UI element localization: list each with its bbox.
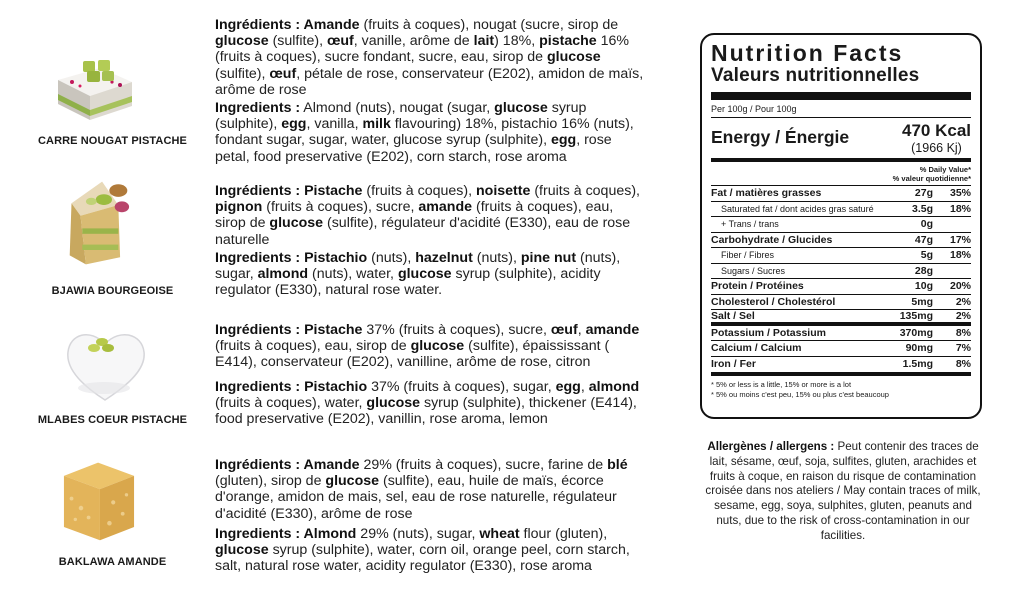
nutrient-pct: 17% xyxy=(949,233,971,246)
ingredients-en xyxy=(215,100,645,165)
nutrient-amount: 1.5mg xyxy=(902,358,933,371)
energy-kj: (1966 Kj) xyxy=(911,141,962,155)
nutrient-row xyxy=(711,357,971,373)
nutrient-label: Calcium / Calcium xyxy=(711,342,802,355)
footnote-fr: * 5% ou moins c'est peu, 15% ou plus c'est beaucoup xyxy=(711,389,889,399)
ingredients-en xyxy=(215,526,645,575)
allergen-emphasis: Ingrédients : Amande xyxy=(215,457,360,473)
ingredient-text: (fruits à coques), xyxy=(362,183,476,199)
product-name: CARRE NOUGAT PISTACHE xyxy=(38,135,187,147)
allergen-emphasis: lait xyxy=(473,33,495,50)
ingredient-text: 29% (fruits à coques), sucre, farine de xyxy=(359,457,608,473)
nutrition-title-fr: Valeurs nutritionnelles xyxy=(711,65,920,86)
nutrient-label: Fat / matières grasses xyxy=(711,187,822,200)
nutrient-row xyxy=(711,186,971,202)
ingredient-text: (fruits à coques), sucre, xyxy=(262,199,419,216)
allergen-emphasis: glucose xyxy=(366,394,421,411)
allergen-emphasis: egg xyxy=(555,378,581,395)
ingredients-block xyxy=(215,183,645,300)
nutrient-row xyxy=(711,279,971,295)
allergen-emphasis: almond xyxy=(257,266,309,283)
allergen-emphasis: glucose xyxy=(397,266,452,283)
nutrient-label: Potassium / Potassium xyxy=(711,326,826,339)
ingredients-en xyxy=(215,250,645,299)
allergen-emphasis: Ingredients : Pistachio xyxy=(215,249,368,266)
nutrient-row xyxy=(711,202,971,218)
allergen-emphasis: glucose xyxy=(410,338,465,355)
nutrient-amount: 5g xyxy=(920,249,933,262)
nutrient-row xyxy=(711,295,971,311)
ingredient-text: (nuts), xyxy=(367,249,416,266)
allergen-emphasis: glucose xyxy=(325,473,380,490)
allergens-label: Allergènes / allergens : xyxy=(707,440,835,453)
ingredients-en xyxy=(215,379,645,428)
ingredient-text: ) 18%, xyxy=(494,33,540,50)
ingredient-text: 37% (fruits à coques), sugar, xyxy=(367,378,556,395)
nutrient-label: Saturated fat / dont acides gras saturé xyxy=(721,203,874,214)
ingredient-text: (sulfite), xyxy=(215,65,270,82)
ingredient-text: (gluten), sirop de xyxy=(215,473,326,490)
mlabes-image xyxy=(60,318,150,408)
allergen-emphasis: Ingredients : xyxy=(215,100,301,117)
nutrient-pct: 7% xyxy=(955,342,971,355)
ingredient-text: flour (gluten), xyxy=(519,525,608,542)
nutrient-label: Salt / Sel xyxy=(711,309,755,322)
nutrient-pct: 18% xyxy=(949,202,971,215)
ingredient-text: 16% (fruits à coques), sucre fondant, sucre, eau, sirop de xyxy=(215,33,629,66)
ingredient-text: syrup (sulphite), acidity regulator (E330), natural rose water. xyxy=(215,266,601,299)
nutrient-label: Iron / Fer xyxy=(711,358,756,371)
nutrient-amount: 27g xyxy=(914,187,933,200)
ingredient-text: (sulfite), épaississant ( E414), conservateur (E202), vanilline, arôme de rose, citron xyxy=(215,338,610,371)
ingredient-text: (fruits à coques), eau, sirop de xyxy=(215,199,614,232)
nutrient-amount: 47g xyxy=(914,233,933,246)
ingredient-text: syrup (sulphite), xyxy=(215,100,587,133)
allergen-emphasis: glucose xyxy=(494,100,548,117)
daily-value-en: % Daily Value* xyxy=(919,165,971,174)
allergen-emphasis: glucose xyxy=(215,542,269,559)
footnote xyxy=(711,376,971,399)
nutrient-row xyxy=(711,233,971,249)
ingredients-block xyxy=(215,322,645,429)
ingredients-fr xyxy=(215,322,645,371)
ingredient-text: (nuts), water, xyxy=(308,266,398,283)
ingredient-text: 29% (nuts), sugar, xyxy=(356,525,480,542)
nutrient-label: Sugars / Sucres xyxy=(721,265,786,276)
ingredient-text: , pétale de rose, conservateur (E202), amidon de maïs, arôme de rose xyxy=(215,65,644,98)
allergen-emphasis: pistache xyxy=(539,33,597,50)
nutrient-label: Carbohydrate / Glucides xyxy=(711,233,833,246)
nutrient-row xyxy=(711,217,971,233)
serving-size: Per 100g / Pour 100g xyxy=(711,104,797,114)
ingredient-text: , vanille, arôme de xyxy=(353,33,474,50)
nutrient-amount: 28g xyxy=(914,264,933,277)
ingredient-text: (nuts), sugar, xyxy=(215,249,621,283)
carre-nougat-image xyxy=(50,38,140,128)
energy-kcal: 470 Kcal xyxy=(902,121,971,140)
nutrient-amount: 370mg xyxy=(899,326,933,339)
ingredient-text: 37% (fruits à coques), sucre, xyxy=(362,322,551,338)
allergens-text-en: May contain traces of milk, sesame, egg, soya, sulphites, gluten, peanuts and nuts, due to the risk of cross-contamination in our facilities. xyxy=(714,484,981,542)
allergens-text-fr: Peut contenir des traces de lait, sésame, œuf, soja, sulfites, gluten, arachides et fruits à coque, en raison du risque de contamination croisée dans nos ateliers / xyxy=(705,440,979,498)
ingredient-text: (sulfite), eau, huile de maïs, écorce d'orange, amidon de mais, sel, eau de rose naturelle, régulateur d'acidité (E330), arôme de rose xyxy=(215,473,617,522)
nutrient-pct: 2% xyxy=(955,309,971,322)
nutrient-amount: 5mg xyxy=(911,295,933,308)
ingredient-text: (fruits à coques), eau, sirop de xyxy=(215,338,411,355)
divider xyxy=(711,92,971,100)
daily-value-fr: % valeur quotidienne* xyxy=(892,174,971,183)
ingredient-text: , rose petal, food preservative (E202), corn starch, rose aroma xyxy=(215,132,612,165)
allergen-emphasis: amande xyxy=(585,322,640,338)
allergen-emphasis: Ingrédients : Pistache xyxy=(215,183,363,199)
allergen-emphasis: Ingredients : Almond xyxy=(215,525,357,542)
nutrient-label: Cholesterol / Cholestérol xyxy=(711,295,836,308)
baklawa-image xyxy=(54,455,144,545)
nutrient-row xyxy=(711,341,971,357)
nutrient-label: Protein / Protéines xyxy=(711,280,804,293)
nutrient-pct: 8% xyxy=(955,358,971,371)
footnote-en: * 5% or less is a little, 15% or more is a lot xyxy=(711,380,852,389)
allergen-emphasis: pignon xyxy=(215,199,263,216)
allergens-statement xyxy=(703,440,983,544)
nutrition-facts-panel xyxy=(700,33,982,419)
bjawia-image xyxy=(58,178,148,268)
ingredient-text: (fruits à coques), water, xyxy=(215,394,367,411)
allergen-emphasis: almond xyxy=(588,378,640,395)
energy-label: Energy / Énergie xyxy=(711,127,850,147)
nutrient-row xyxy=(711,248,971,264)
allergen-emphasis: amande xyxy=(418,199,473,216)
nutrient-row xyxy=(711,264,971,280)
allergen-emphasis: noisette xyxy=(475,183,531,199)
ingredients-fr xyxy=(215,457,645,522)
ingredient-text: (fruits à coques), xyxy=(530,183,640,199)
nutrient-amount: 135mg xyxy=(899,309,933,322)
nutrient-pct: 2% xyxy=(955,295,971,308)
ingredients-block xyxy=(215,457,645,576)
allergen-emphasis: glucose xyxy=(269,215,324,232)
allergen-emphasis: pine nut xyxy=(520,249,577,266)
allergen-emphasis: egg xyxy=(550,132,577,149)
nutrient-amount: 10g xyxy=(914,280,933,293)
allergen-emphasis: glucose xyxy=(547,49,601,66)
allergen-emphasis: Ingrédients : Pistache xyxy=(215,322,363,338)
allergen-emphasis: glucose xyxy=(215,33,269,50)
ingredient-text: (sulfite), xyxy=(268,33,327,50)
ingredient-text: Almond (nuts), nougat (sugar, xyxy=(300,100,495,117)
ingredient-text: flavouring) 18%, pistachio 16% (nuts), fondant sugar, sugar, water, glucose syrup (sulphite), xyxy=(215,116,634,149)
energy-row xyxy=(711,118,971,158)
allergen-emphasis: wheat xyxy=(479,525,520,542)
product-name: BJAWIA BOURGEOISE xyxy=(51,285,174,297)
ingredient-text: (fruits à coques), nougat (sucre, sirop de xyxy=(359,17,619,33)
allergen-emphasis: Ingredients : Pistachio xyxy=(215,378,368,395)
nutrient-amount: 3.5g xyxy=(911,202,933,215)
allergen-emphasis: hazelnut xyxy=(415,249,473,266)
ingredient-text: , vanilla, xyxy=(306,116,363,133)
allergen-emphasis: milk xyxy=(362,116,391,133)
allergen-emphasis: blé xyxy=(607,457,628,473)
ingredients-fr xyxy=(215,17,645,98)
nutrient-label: Fiber / Fibres xyxy=(721,250,775,261)
product-name: MLABES COEUR PISTACHE xyxy=(37,414,188,426)
ingredient-text: syrup (sulphite), water, corn oil, orange peel, corn starch, salt, natural rose water, acidity regulator (E330), rose aroma xyxy=(215,542,630,575)
nutrient-pct: 20% xyxy=(949,280,971,293)
nutrient-pct: 8% xyxy=(955,326,971,339)
nutrient-amount: 90mg xyxy=(905,342,933,355)
allergen-emphasis: Ingrédients : Amande xyxy=(215,17,360,33)
nutrient-rows xyxy=(711,186,971,372)
nutrient-pct: 18% xyxy=(949,249,971,262)
allergen-emphasis: œuf xyxy=(326,33,354,50)
ingredient-text: (sulfite), régulateur d'acidité (E330), eau de rose naturelle xyxy=(215,215,631,248)
product-name: BAKLAWA AMANDE xyxy=(58,556,167,568)
allergen-emphasis: œuf xyxy=(269,65,297,82)
ingredient-text: , xyxy=(580,378,589,395)
allergen-emphasis: œuf xyxy=(550,322,578,338)
nutrient-label: + Trans / trans xyxy=(721,219,779,230)
ingredient-text: syrup (sulphite), thickener (E414), food preservative (E202), vanillin, rose aroma, lemon xyxy=(215,394,637,428)
ingredients-fr xyxy=(215,183,645,248)
daily-value-header xyxy=(711,162,971,185)
ingredients-block xyxy=(215,17,645,167)
ingredient-text: (nuts), xyxy=(472,249,521,266)
nutrition-title: Nutrition Facts xyxy=(711,40,904,66)
nutrient-row xyxy=(711,310,971,326)
nutrient-pct: 35% xyxy=(949,187,971,200)
allergen-emphasis: egg xyxy=(281,116,307,133)
ingredient-text: , xyxy=(577,322,586,338)
energy-value xyxy=(902,121,971,155)
nutrient-row xyxy=(711,326,971,342)
nutrient-amount: 0g xyxy=(920,218,933,231)
